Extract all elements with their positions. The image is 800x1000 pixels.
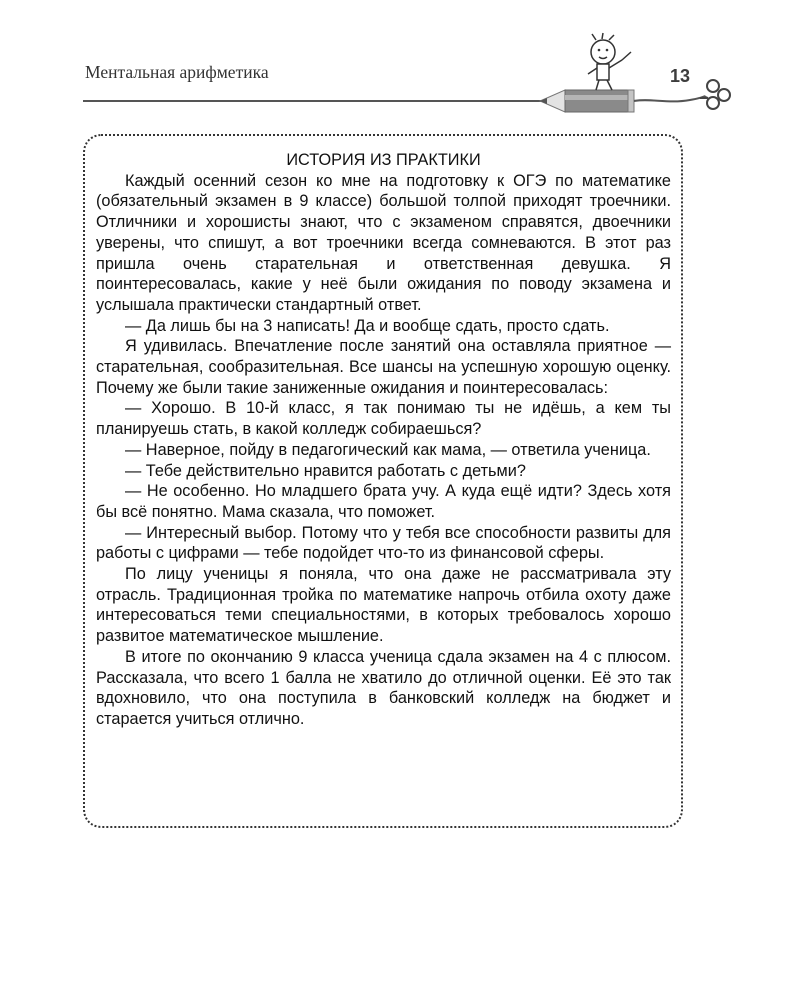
story-paragraph: Я удивилась. Впечатление после занятий она оставляла приятное — старательная, сообразительная. Все шансы на успешную хорошую оценку. Почему же были такие заниженные ожидания и поинтересовалась: [96, 337, 671, 397]
story-paragraph: — Не особенно. Но младшего брата учу. А куда ещё идти? Здесь хотя бы всё понятно. Мама сказала, что поможет. [96, 482, 671, 521]
story-paragraph: В итоге по окончанию 9 класса ученица сдала экзамен на 4 с плюсом. Рассказала, что всего 1 балла не хватило до отличной оценки. Её это так вдохновило, что она поступила в банковский колледж на бюджет и старается учиться отлично. [96, 647, 671, 728]
story-paragraph: — Наверное, пойду в педагогический как мама, — ответила ученица. [125, 440, 651, 459]
story-paragraph: — Тебе действительно нравится работать с детьми? [125, 461, 526, 480]
story-paragraph: — Интересный выбор. Потому что у тебя все способности развиты для работы с цифрами — тебе подойдет что-то из финансовой сферы. [96, 523, 671, 563]
flourish-icon [700, 80, 730, 109]
story-box [96, 150, 671, 730]
story-paragraph: — Да лишь бы на 3 написать! Да и вообще сдать, просто сдать. [125, 316, 610, 335]
story-heading: ИСТОРИЯ ИЗ ПРАКТИКИ [286, 151, 481, 169]
page-number: 13 [670, 66, 691, 86]
stick-figure-icon [588, 33, 631, 90]
header-decoration [0, 0, 800, 130]
vine-line [634, 96, 708, 101]
pencil-icon [540, 90, 634, 112]
story-paragraph: По лицу ученицы я поняла, что она даже не рассматривала эту отрасль. Традиционная тройка по математике напрочь отбила охоту даже интересоваться теми специальностями, в которых требовалось хорошо развитое математическое мышление. [96, 565, 671, 646]
story-paragraph: — Хорошо. В 10-й класс, я так понимаю ты не идёшь, а кем ты планируешь стать, в какой колледж собираешься? [96, 399, 671, 439]
running-header-title: Ментальная арифметика [85, 62, 269, 82]
story-paragraph: Каждый осенний сезон ко мне на подготовку к ОГЭ по математике (обязательный экзамен в 9 классе) большой толпой приходят троечники. Отличники и хорошисты знают, что с экзаменом справятся, двоечники уверены, что спишут, а вот троечники всегда сомневаются. В этот раз пришла очень старательная и ответственная девушка. Я поинтересовалась, какие у неё были ожидания по поводу экзамена и услышала практически стандартный ответ. [96, 171, 671, 314]
